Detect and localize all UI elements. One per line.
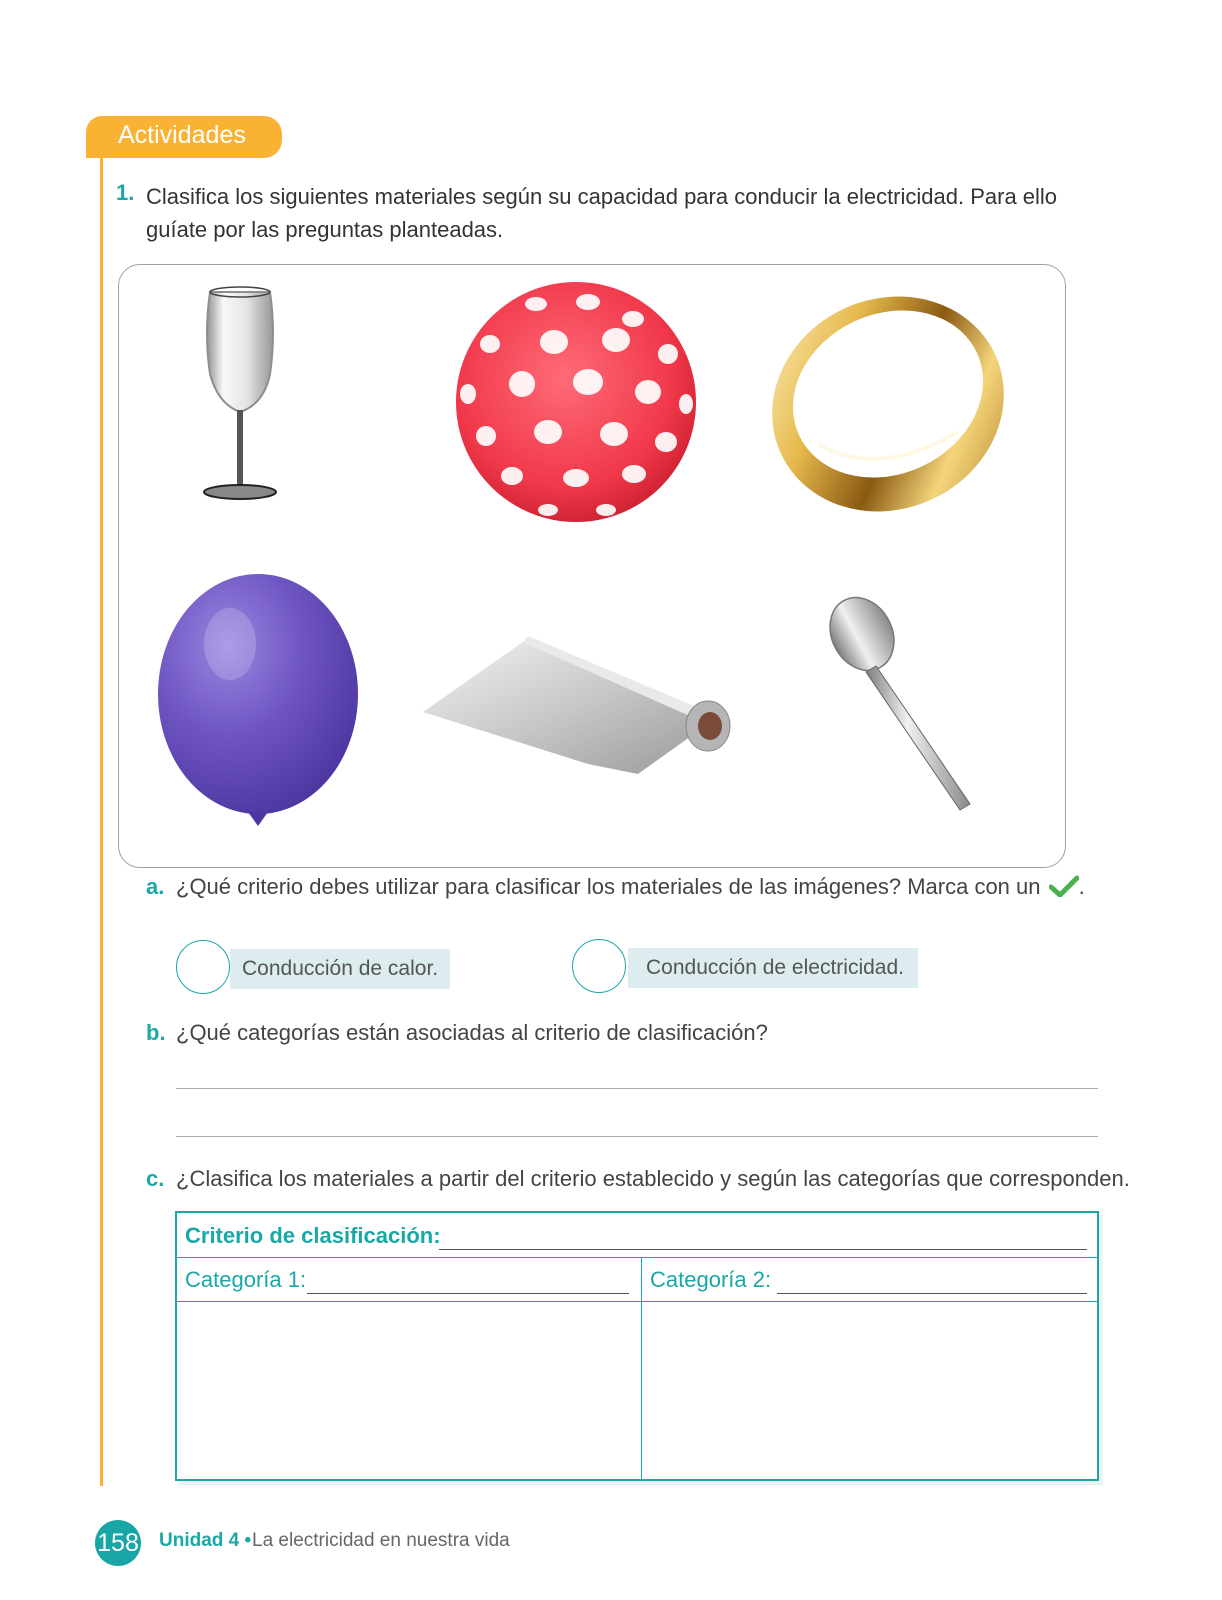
- activities-tab-label: Actividades: [118, 121, 246, 149]
- category-2-cell[interactable]: [643, 1302, 1097, 1479]
- gold-ring-image: [737, 264, 1040, 549]
- category-header-row: [177, 1257, 1097, 1302]
- part-a-question: [176, 874, 1085, 900]
- part-c-text: ¿Clasifica los materiales a partir del criterio establecido y según las categorías que corresponden.: [176, 1166, 1130, 1191]
- option-heat-label: Conducción de calor.: [242, 957, 439, 980]
- part-b-letter: b.: [146, 1020, 166, 1045]
- footer-unit-label: Unidad 4: [159, 1530, 240, 1551]
- question-text: Clasifica los siguientes materiales según su capacidad para conducir la electricidad. Para ello guíate por las preguntas planteadas.: [146, 184, 1058, 242]
- category-1-label: Categoría 1:: [185, 1267, 307, 1292]
- answer-line-2[interactable]: [176, 1136, 1098, 1137]
- part-a-text-end: .: [1078, 874, 1085, 899]
- category-2-label: Categoría 2:: [650, 1267, 772, 1292]
- question-number: 1.: [116, 180, 135, 205]
- footer-title: La electricidad en nuestra vida: [252, 1530, 510, 1551]
- option-heat-conduction: [230, 949, 450, 989]
- part-a-text: ¿Qué criterio debes utilizar para clasificar los materiales de las imágenes? Marca con un: [176, 874, 1041, 899]
- category-2-fill-line[interactable]: [777, 1293, 1087, 1294]
- section-margin-line: [100, 156, 103, 1486]
- spoon-image: [818, 586, 970, 810]
- criterion-fill-line[interactable]: [439, 1249, 1087, 1250]
- option-electricity-checkbox[interactable]: [572, 939, 626, 993]
- classification-table: [175, 1211, 1099, 1481]
- part-b-text: ¿Qué categorías están asociadas al criterio de clasificación?: [176, 1020, 768, 1045]
- checkmark-icon: [1049, 875, 1079, 897]
- materials-illustrations: [118, 264, 1066, 868]
- aluminum-foil-image: [423, 636, 730, 774]
- category-1-cell[interactable]: [177, 1302, 640, 1479]
- footer-separator: •: [244, 1530, 252, 1551]
- polka-dot-ball-image: [456, 282, 696, 522]
- part-a-letter: a.: [146, 874, 165, 899]
- category-1-fill-line[interactable]: [307, 1293, 629, 1294]
- wine-glass-image: [204, 287, 276, 499]
- option-heat-checkbox[interactable]: [176, 940, 230, 994]
- part-c-letter: c.: [146, 1166, 165, 1191]
- footer-unit: [159, 1530, 251, 1552]
- option-electricity-conduction: [628, 948, 918, 988]
- answer-line-1[interactable]: [176, 1088, 1098, 1089]
- page-number: 158: [95, 1520, 141, 1566]
- purple-balloon-image: [158, 574, 358, 826]
- option-electricity-label: Conducción de electricidad.: [646, 956, 904, 979]
- criterion-label: Criterio de clasificación:: [185, 1223, 441, 1248]
- criterion-row: [177, 1213, 1097, 1258]
